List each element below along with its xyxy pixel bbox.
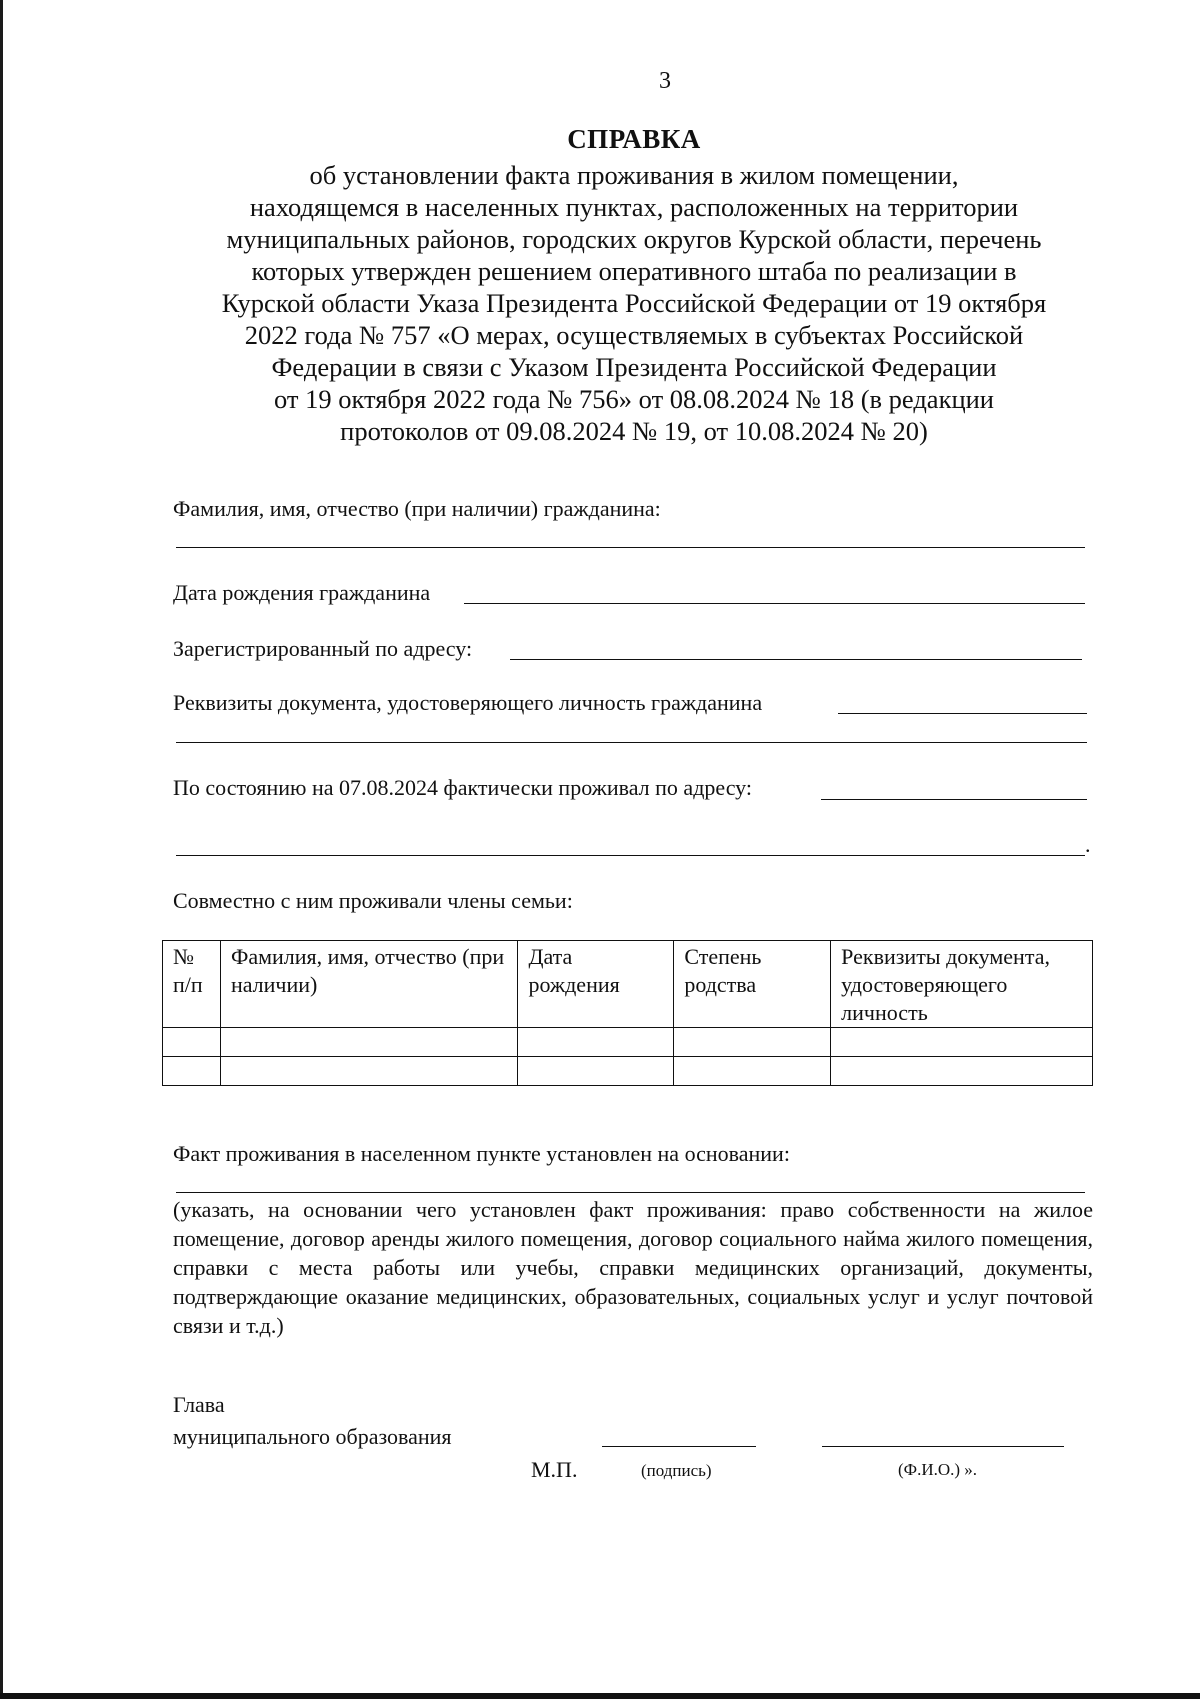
subtitle-line: от 19 октября 2022 года № 756» от 08.08.2024 № 18 (в редакции bbox=[273, 384, 994, 414]
subtitle-line: муниципальных районов, городских округов Курской области, перечень bbox=[226, 224, 1042, 254]
subtitle-line: 2022 года № 757 «О мерах, осуществляемых в субъектах Российской bbox=[244, 320, 1024, 350]
header-relationship: Степень родства bbox=[674, 941, 831, 1028]
table-cell bbox=[831, 1028, 1093, 1057]
name-line bbox=[822, 1446, 1064, 1447]
header-id-document: Реквизиты документа, удостоверяющего личность bbox=[831, 941, 1093, 1028]
table-cell bbox=[674, 1028, 831, 1057]
table-header-row bbox=[163, 941, 1093, 1028]
family-intro-label: Совместно с ним проживали члены семьи: bbox=[173, 888, 573, 913]
signature-line bbox=[602, 1446, 756, 1447]
header-birth-date: Дата рождения bbox=[518, 941, 674, 1028]
table-cell bbox=[220, 1057, 518, 1086]
table-cell bbox=[163, 1057, 221, 1086]
table-cell bbox=[831, 1057, 1093, 1086]
table-cell bbox=[674, 1057, 831, 1086]
basis-fill-line bbox=[176, 1192, 1085, 1193]
basis-note: (указать, на основании чего установлен факт проживания: право собственности на жилое помещение, договор аренды жилого помещения, договор социального найма жилого помещения, справки с места работы или учебы, справки медицинских организаций, документы, подтверждающие оказание медицинских, образовательных, социальных услуг и услуг почтовой связи и т.д.) bbox=[173, 1197, 1093, 1338]
signature-caption: (подпись) bbox=[641, 1461, 712, 1480]
id-document-label: Реквизиты документа, удостоверяющего личность гражданина bbox=[173, 690, 763, 715]
actual-address-fill-line bbox=[821, 799, 1087, 800]
registered-address-fill-line bbox=[510, 659, 1082, 660]
actual-address-label: По состоянию на 07.08.2024 фактически проживал по адресу: bbox=[173, 775, 752, 800]
id-document-fill-line bbox=[838, 713, 1087, 714]
position-title: Глава bbox=[173, 1392, 225, 1417]
table-cell bbox=[518, 1057, 674, 1086]
header-fio: Фамилия, имя, отчество (при наличии) bbox=[220, 941, 518, 1028]
table-row bbox=[163, 1028, 1093, 1057]
registered-address-label: Зарегистрированный по адресу: bbox=[173, 636, 473, 661]
birth-date-fill-line bbox=[464, 603, 1085, 604]
subtitle-line: Курской области Указа Президента Российской Федерации от 19 октября bbox=[221, 288, 1047, 318]
actual-address-fill-line-2 bbox=[176, 855, 1085, 856]
family-members-table bbox=[162, 940, 1093, 1086]
fio-fill-line bbox=[176, 547, 1085, 548]
header-number: № п/п bbox=[163, 941, 221, 1028]
period-mark: . bbox=[1085, 832, 1091, 857]
subtitle-line: об установлении факта проживания в жилом помещении, bbox=[309, 160, 959, 190]
table-cell bbox=[518, 1028, 674, 1057]
position-subtitle: муниципального образования bbox=[173, 1424, 452, 1449]
subtitle-line: Федерации в связи с Указом Президента Российской Федерации bbox=[271, 352, 997, 382]
document-title: СПРАВКА bbox=[567, 124, 701, 154]
stamp-place: М.П. bbox=[531, 1457, 578, 1482]
name-caption: (Ф.И.О.) ». bbox=[898, 1460, 978, 1479]
table-cell bbox=[220, 1028, 518, 1057]
fio-label: Фамилия, имя, отчество (при наличии) гражданина: bbox=[173, 496, 661, 521]
subtitle-line: находящемся в населенных пунктах, расположенных на территории bbox=[249, 192, 1019, 222]
basis-label: Факт проживания в населенном пункте установлен на основании: bbox=[173, 1141, 790, 1166]
subtitle-line: которых утвержден решением оперативного штаба по реализации в bbox=[251, 256, 1017, 286]
subtitle-line: протоколов от 09.08.2024 № 19, от 10.08.2024 № 20) bbox=[340, 416, 928, 446]
page-number: 3 bbox=[659, 68, 671, 94]
table-cell bbox=[163, 1028, 221, 1057]
scan-edge-bottom bbox=[0, 1693, 1200, 1699]
table-row bbox=[163, 1057, 1093, 1086]
id-document-fill-line-2 bbox=[176, 742, 1087, 743]
birth-date-label: Дата рождения гражданина bbox=[173, 580, 431, 605]
